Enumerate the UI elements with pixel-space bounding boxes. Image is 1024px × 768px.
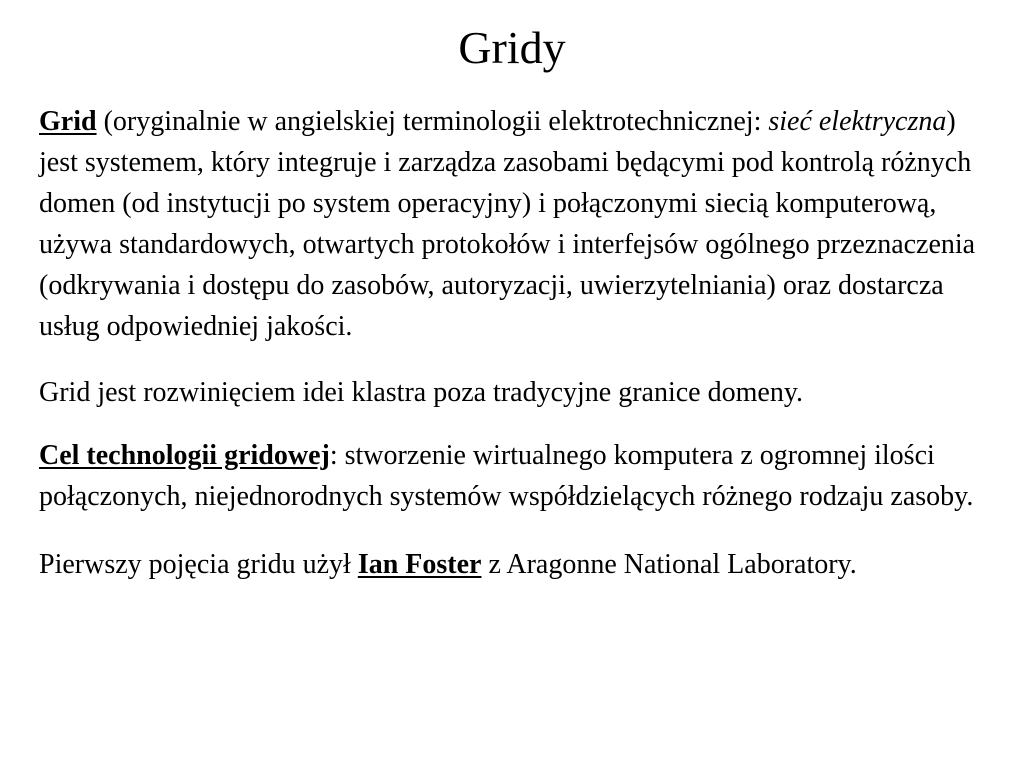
slide-content — [39, 101, 989, 585]
paragraph-text: ) jest systemem, który integruje i zarządza zasobami będącymi pod kontrolą różnych domen (od instytucji po system operacyjny) i połączonymi siecią komputerową, używa standardowych, otwartych protokołów i interfejsów ogólnego przeznaczenia (odkrywania i dostępu do zasobów, autoryzacji, uwierzytelniania) oraz dostarcza usług odpowiedniej jakości. — [39, 106, 976, 342]
paragraph-text: (oryginalnie w angielskiej terminologii elektrotechnicznej: — [96, 106, 769, 137]
paragraph-grid-cluster — [39, 372, 989, 413]
paragraph-grid-origin — [39, 544, 989, 585]
term-cel-technologii-gridowej: Cel technologii gridowej — [39, 440, 330, 471]
paragraph-text: z Aragonne National Laboratory. — [481, 549, 857, 580]
paragraph-grid-definition — [39, 101, 989, 347]
paragraph-text: : stworzenie wirtualnego komputera z ogromnej ilości połączonych, niejednorodnych systemów współdzielących różnego rodzaju zasoby. — [39, 440, 974, 512]
paragraph-grid-goal — [39, 435, 989, 517]
slide-title: Gridy — [458, 22, 566, 73]
paragraph-text: Grid jest rozwinięciem idei klastra poza tradycyjne granice domeny. — [39, 377, 803, 408]
term-ian-foster: Ian Foster — [357, 549, 482, 580]
italic-term-siec-elektryczna: sieć elektryczna — [768, 106, 947, 137]
term-grid: Grid — [39, 106, 97, 137]
paragraph-text: Pierwszy pojęcia gridu użył — [39, 549, 358, 580]
